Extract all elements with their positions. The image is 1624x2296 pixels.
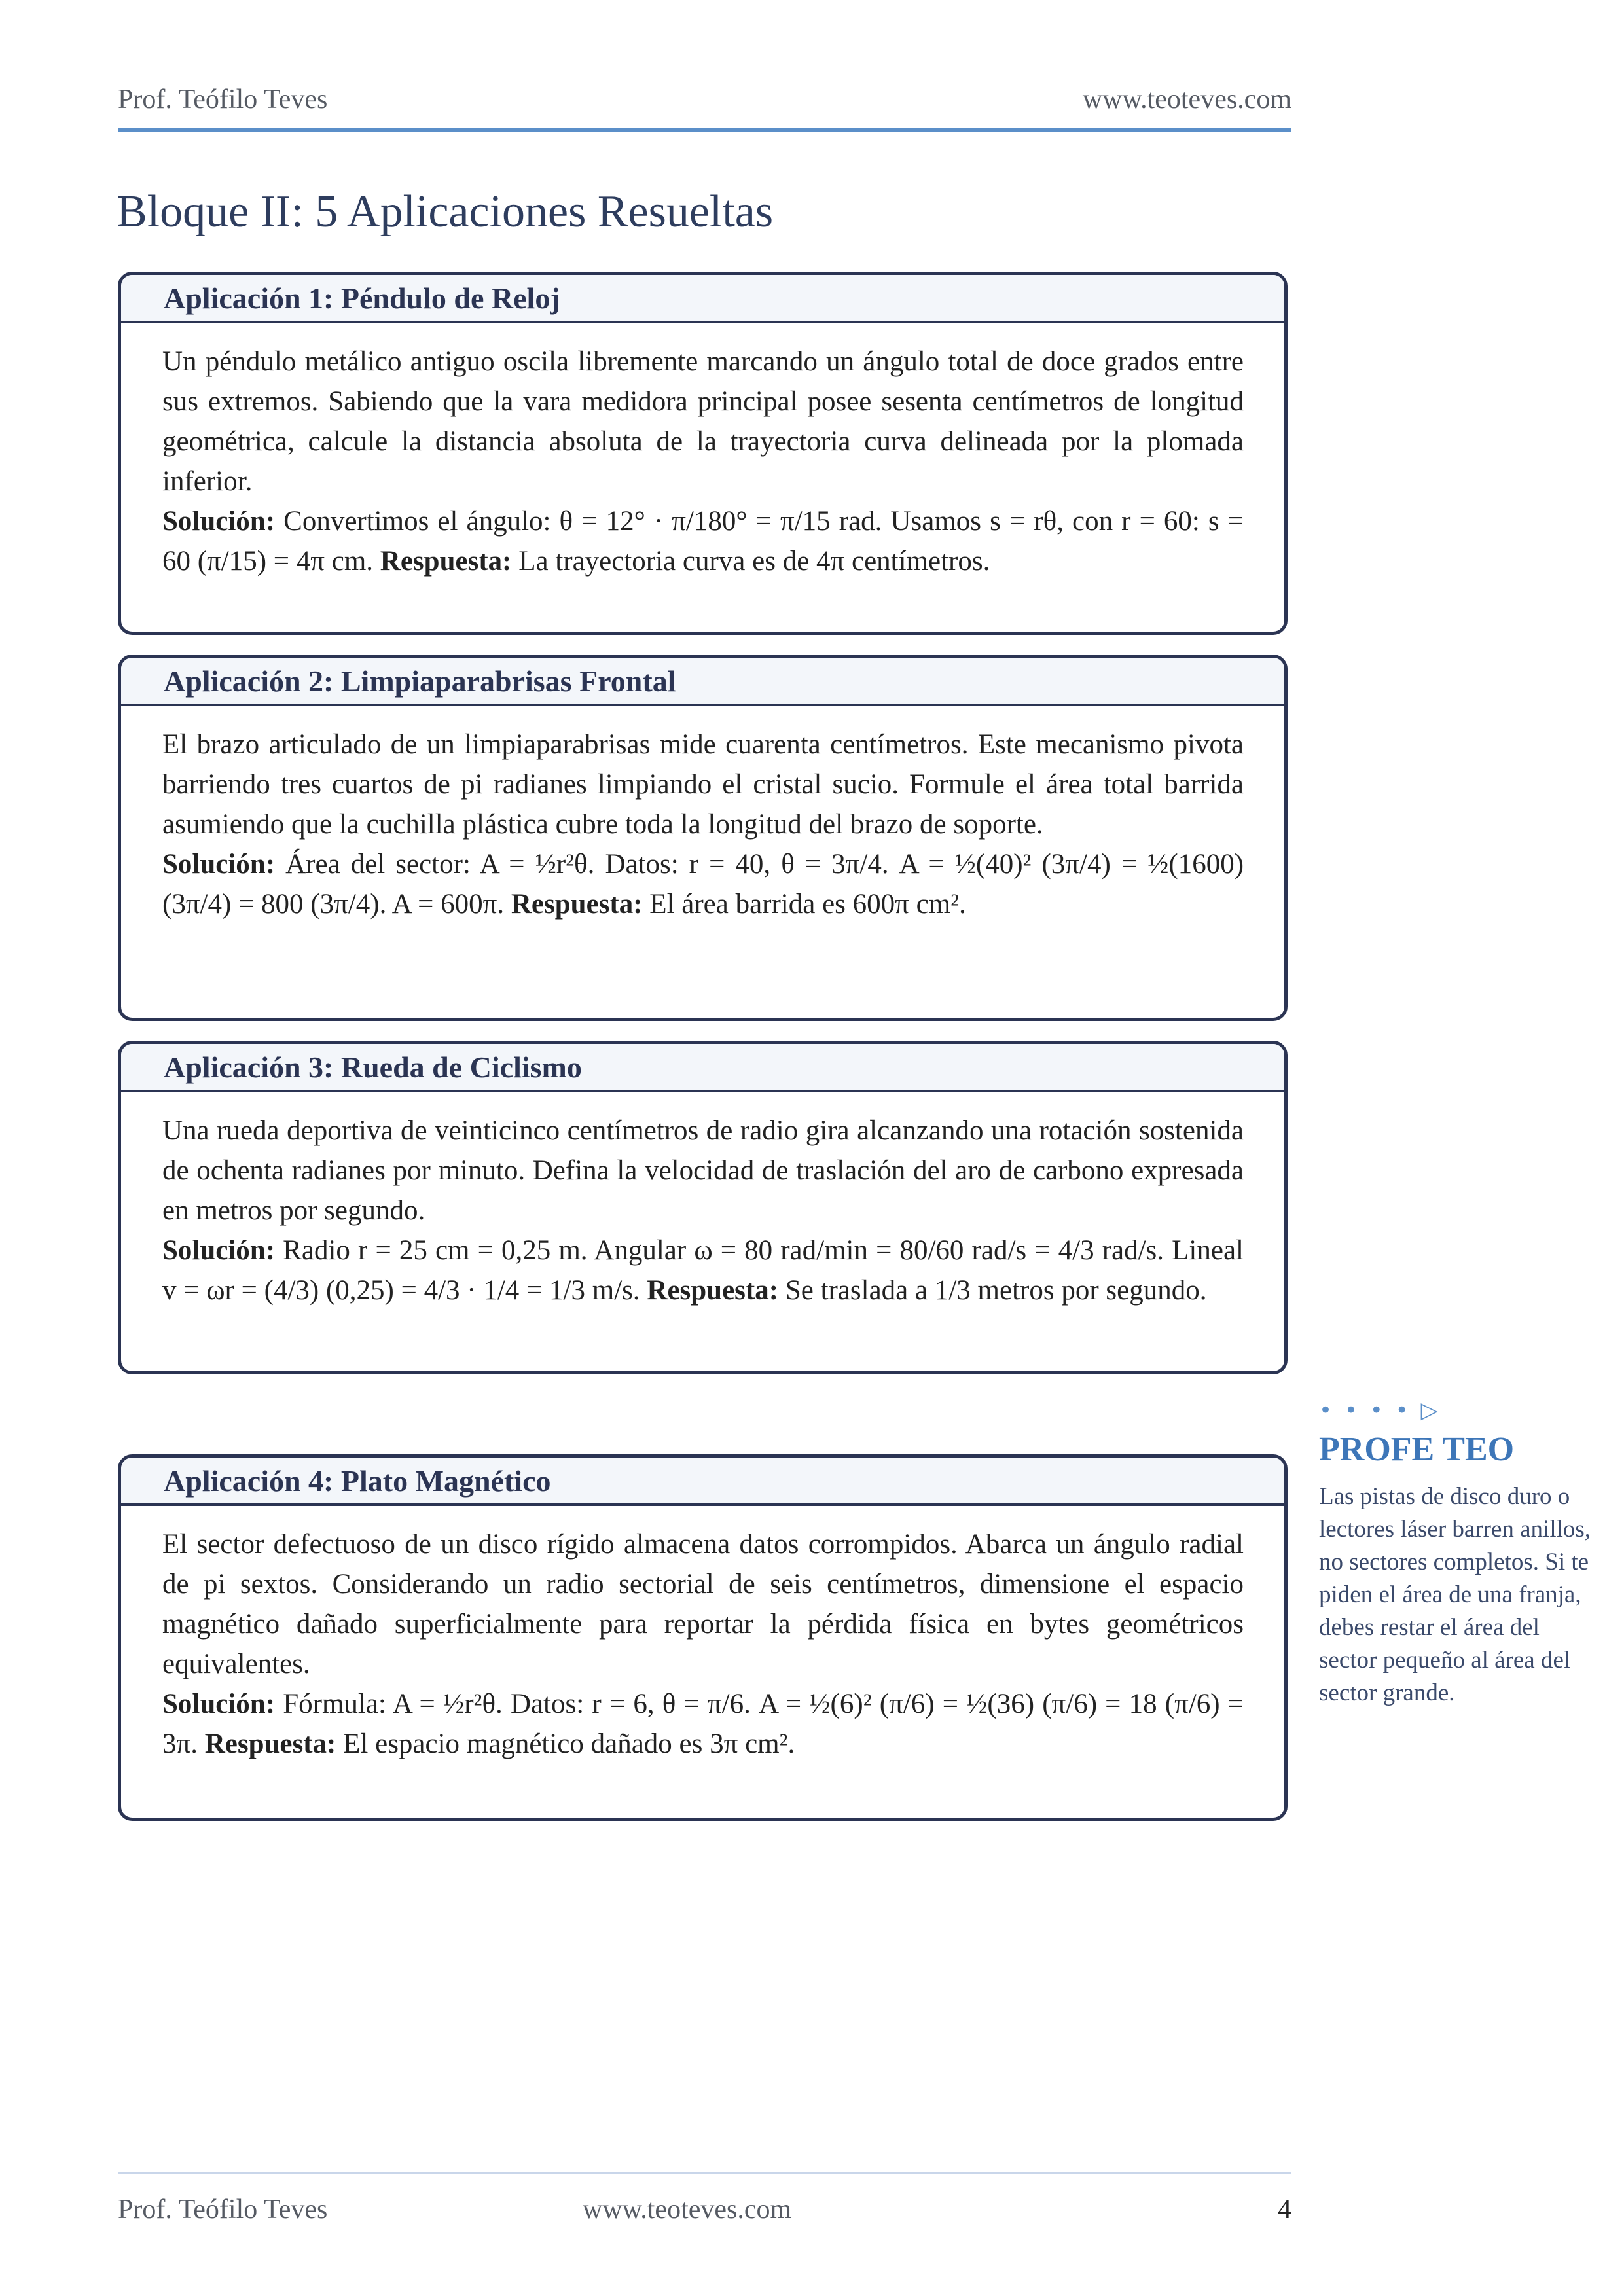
application-title: Aplicación 3: Rueda de Ciclismo xyxy=(121,1044,1284,1092)
header-author: Prof. Teófilo Teves xyxy=(118,84,328,115)
problem-text: Un péndulo metálico antiguo oscila libremente marcando un ángulo total de doce grados entre sus extremos. Sabiendo que la vara medidora principal posee sesenta centímetros de longitud geométrica, calcule la distancia absoluta de la trayectoria curva delineada por la plomada inferior. xyxy=(162,346,1244,497)
solution-label: Solución: xyxy=(162,849,276,880)
page-title: Bloque II: 5 Aplicaciones Resueltas xyxy=(117,187,774,237)
solution-label: Solución: xyxy=(162,1689,276,1719)
application-card-3 xyxy=(118,1041,1288,1374)
answer-text: El área barrida es 600π cm². xyxy=(649,889,966,920)
solution-label: Solución: xyxy=(162,506,276,537)
solution-text: Área del sector: A = ½r²θ. Datos: r = 40, θ = 3π/4. A = ½(40)² (3π/4) = ½(1600) (3π/4) = 800 (3π/4). A = 600π. xyxy=(162,849,1244,920)
answer-text: Se traslada a 1/3 metros por segundo. xyxy=(785,1275,1207,1306)
answer-text: La trayectoria curva es de 4π centímetros. xyxy=(518,546,990,577)
footer-divider xyxy=(118,2172,1291,2174)
sidenote-title: PROFE TEO xyxy=(1319,1431,1515,1468)
application-body xyxy=(121,1092,1284,1310)
solution-paragraph xyxy=(162,501,1244,581)
problem-text: Una rueda deportiva de veinticinco centímetros de radio gira alcanzando una rotación sostenida de ochenta radianes por minuto. Defina la velocidad de traslación del aro de carbono expresada en metros por segundo. xyxy=(162,1115,1244,1226)
application-card-1 xyxy=(118,272,1288,635)
application-body xyxy=(121,1506,1284,1764)
solution-paragraph xyxy=(162,1230,1244,1310)
footer-author: Prof. Teófilo Teves xyxy=(118,2195,328,2225)
sidenote-text: Las pistas de disco duro o lectores láser barren anillos, no sectores completos. Si te piden el área de una franja, debes restar el área del sector pequeño al área del sector grande. xyxy=(1319,1483,1591,1706)
application-body xyxy=(121,323,1284,581)
application-card-4 xyxy=(118,1454,1288,1821)
answer-label: Respuesta: xyxy=(380,546,512,577)
application-body xyxy=(121,706,1284,924)
solution-label: Solución: xyxy=(162,1235,276,1266)
application-title: Aplicación 1: Péndulo de Reloj xyxy=(121,275,1284,323)
footer-website[interactable]: www.teoteves.com xyxy=(583,2195,792,2225)
header-website[interactable]: www.teoteves.com xyxy=(1082,84,1291,115)
application-card-2 xyxy=(118,655,1288,1021)
header-divider xyxy=(118,128,1291,132)
solution-text: Convertimos el ángulo: θ = 12° · π/180° = π/15 rad. Usamos s = rθ, con r = 60: s = 60 (π/15) = 4π cm. xyxy=(162,506,1244,577)
application-title: Aplicación 4: Plato Magnético xyxy=(121,1458,1284,1506)
page-number: 4 xyxy=(1278,2195,1291,2225)
answer-label: Respuesta: xyxy=(647,1275,779,1306)
sidenote-arrow-icon: • • • • ▷ xyxy=(1319,1397,1441,1424)
solution-paragraph xyxy=(162,844,1244,924)
problem-text: El brazo articulado de un limpiaparabrisas mide cuarenta centímetros. Este mecanismo pivota barriendo tres cuartos de pi radianes limpiando el cristal sucio. Formule el área total barrida asumiendo que la cuchilla plástica cubre toda la longitud del brazo de soporte. xyxy=(162,729,1244,840)
answer-label: Respuesta: xyxy=(204,1729,336,1759)
solution-paragraph xyxy=(162,1684,1244,1764)
solution-text: Radio r = 25 cm = 0,25 m. Angular ω = 80 rad/min = 80/60 rad/s = 4/3 rad/s. Lineal v = ωr = (4/3) (0,25) = 4/3 · 1/4 = 1/3 m/s. xyxy=(162,1235,1244,1306)
problem-text: El sector defectuoso de un disco rígido almacena datos corrompidos. Abarca un ángulo radial de pi sextos. Considerando un radio sectorial de seis centímetros, dimensione el espacio magnético dañado superficialmente para reportar la pérdida física en bytes geométricos equivalentes. xyxy=(162,1529,1244,1679)
answer-label: Respuesta: xyxy=(511,889,643,920)
solution-text: Fórmula: A = ½r²θ. Datos: r = 6, θ = π/6. A = ½(6)² (π/6) = ½(36) (π/6) = 18 (π/6) = 3π. xyxy=(162,1689,1244,1759)
application-title: Aplicación 2: Limpiaparabrisas Frontal xyxy=(121,658,1284,706)
answer-text: El espacio magnético dañado es 3π cm². xyxy=(343,1729,795,1759)
